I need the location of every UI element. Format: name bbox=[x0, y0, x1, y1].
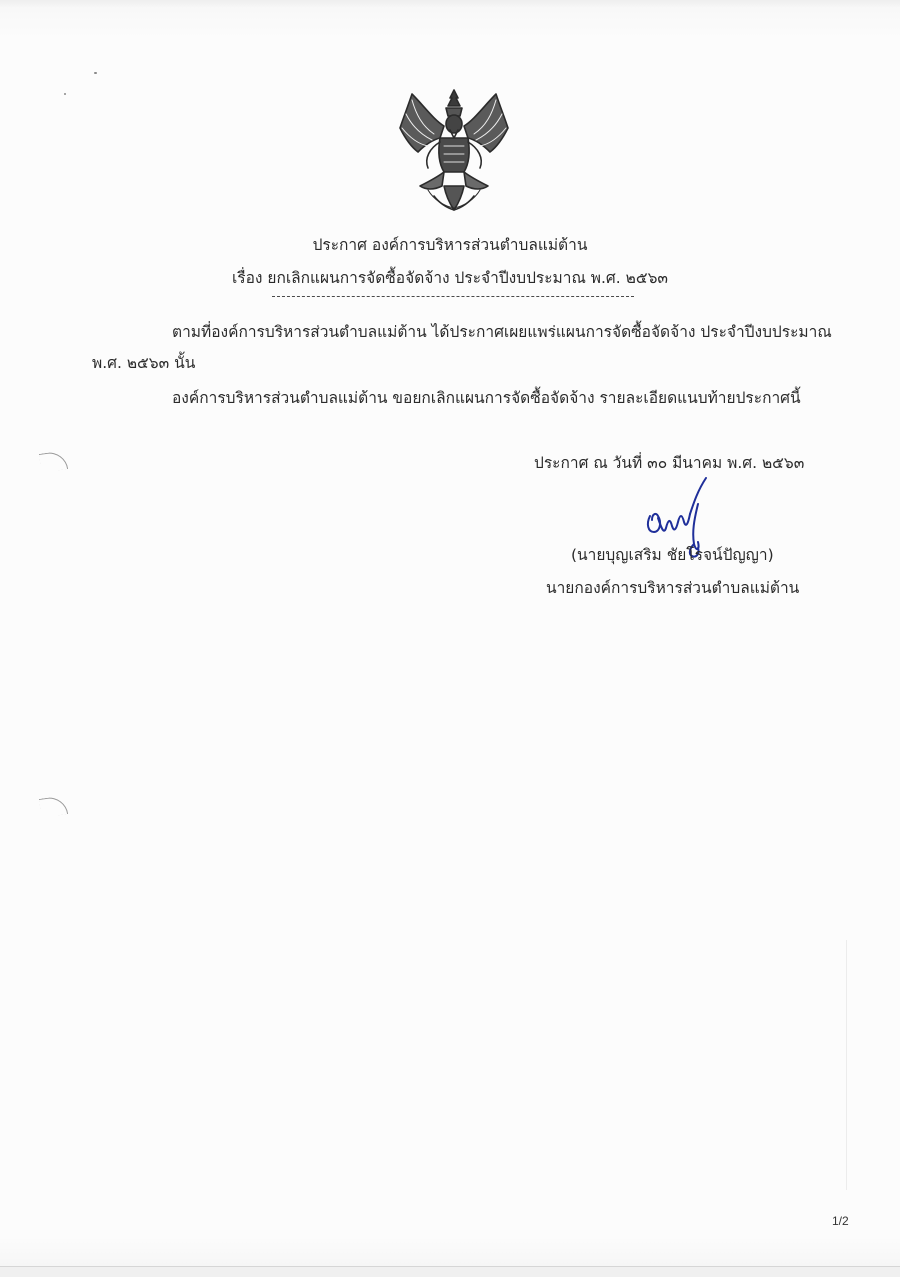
signatory-position: นายกองค์การบริหารส่วนตำบลแม่ต้าน bbox=[546, 579, 800, 597]
announcement-subject: เรื่อง ยกเลิกแผนการจัดซื้อจัดจ้าง ประจำปีงบประมาณ พ.ศ. ๒๕๖๓ bbox=[231, 269, 669, 287]
body-paragraph-2: องค์การบริหารส่วนตำบลแม่ต้าน ขอยกเลิกแผนการจัดซื้อจัดจ้าง รายละเอียดแนบท้ายประกาศนี้ bbox=[172, 389, 801, 407]
body-paragraph-1-line-1: ตามที่องค์การบริหารส่วนตำบลแม่ต้าน ได้ประกาศเผยแพร่แผนการจัดซื้อจัดจ้าง ประจำปีงบประมาณ bbox=[172, 323, 832, 341]
page-number: 1/2 bbox=[832, 1214, 849, 1228]
scan-edge-top bbox=[0, 0, 900, 8]
dashed-divider bbox=[272, 296, 634, 297]
body-paragraph-1-line-2: พ.ศ. ๒๕๖๓ นั้น bbox=[92, 354, 196, 372]
scan-edge-right bbox=[846, 940, 847, 1190]
scan-edge-bottom bbox=[0, 1266, 900, 1277]
announcement-title: ประกาศ องค์การบริหารส่วนตำบลแม่ต้าน bbox=[312, 236, 588, 254]
scan-speck bbox=[94, 72, 97, 74]
punch-hole-mark bbox=[39, 795, 68, 818]
punch-hole-mark bbox=[39, 450, 68, 473]
garuda-emblem-icon bbox=[394, 86, 514, 214]
scan-speck bbox=[64, 93, 66, 95]
announcement-date: ประกาศ ณ วันที่ ๓๐ มีนาคม พ.ศ. ๒๕๖๓ bbox=[534, 454, 805, 472]
signatory-name: (นายบุญเสริม ชัยโรจน์ปัญญา) bbox=[571, 546, 774, 564]
